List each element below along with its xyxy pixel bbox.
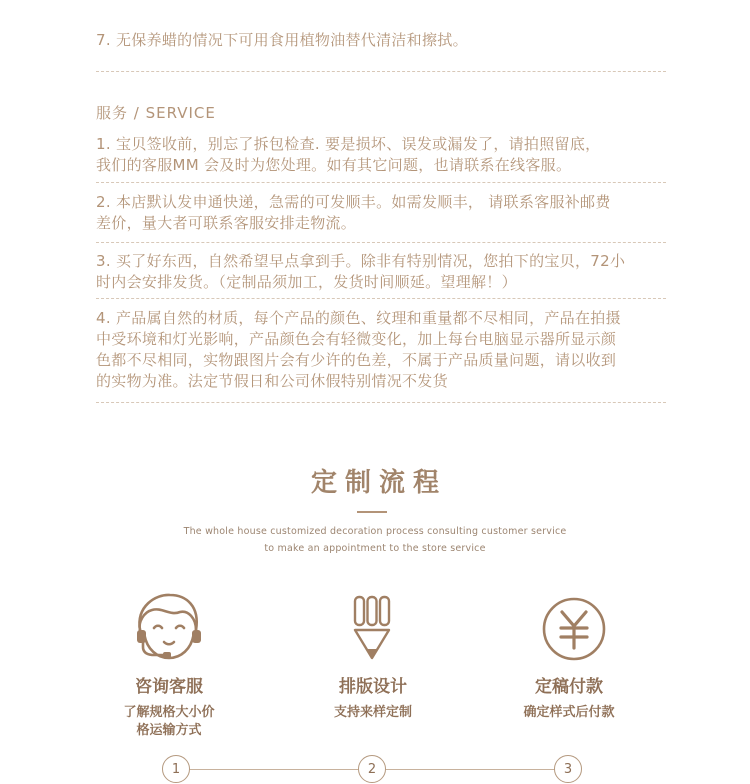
step-2 (275, 672, 471, 722)
step-3 (471, 672, 667, 722)
divider (96, 402, 666, 403)
service-item-3-line-2: 时内会安排发货。（定制品须加工，发货时间顺延。望理解！） (96, 273, 517, 291)
step-3-title: 定稿付款 (535, 677, 603, 697)
divider (96, 71, 666, 72)
step-number-2: 2 (358, 755, 386, 783)
divider (96, 298, 666, 299)
step-number-1: 1 (162, 755, 190, 783)
step-2-title: 排版设计 (339, 677, 407, 697)
title-underline (357, 511, 387, 513)
service-heading: 服务 / SERVICE (96, 104, 216, 122)
divider (96, 242, 666, 243)
step-1-desc-line-1: 了解规格大小价 (123, 705, 215, 720)
service-item-1-line-2: 我们的客服MM 会及时为您处理。如有其它问题，也请联系在线客服。 (96, 156, 572, 174)
step-2-desc-line-1: 支持来样定制 (333, 705, 412, 720)
care-item-7: 7. 无保养蜡的情况下可用食用植物油替代清洁和擦拭。 (96, 31, 468, 49)
step-1-desc-line-2: 格运输方式 (136, 723, 202, 738)
service-item-2-line-2: 差价，量大者可联系客服安排走物流。 (96, 214, 357, 232)
service-item-4-line-3: 色都不尽相同，实物跟图片会有少许的色差，不属于产品质量问题，请以收到 (96, 351, 617, 369)
process-title: 定制流程 (310, 468, 447, 498)
service-item-4-line-2: 中受环境和灯光影响，产品颜色会有轻微变化，加上每台电脑显示器所显示颜 (96, 330, 617, 348)
service-item-1 (96, 134, 600, 176)
process-subtitle-line-2: to make an appointment to the store service (264, 543, 486, 554)
step-1-title: 咨询客服 (135, 677, 203, 697)
yuan-payment-icon (541, 596, 607, 662)
service-item-2-line-1: 2. 本店默认发申通快递，急需的可发顺丰。如需发顺丰， 请联系客服补邮费 (96, 193, 611, 211)
service-item-3 (96, 251, 625, 293)
divider (96, 182, 666, 183)
step-1 (71, 672, 267, 740)
service-item-4-line-1: 4. 产品属自然的材质，每个产品的颜色、纹理和重量都不尽相同，产品在拍摄 (96, 309, 621, 327)
service-item-4 (96, 308, 621, 392)
service-item-3-line-1: 3. 买了好东西，自然希望早点拿到手。除非有特别情况，您拍下的宝贝，72小 (96, 252, 626, 270)
service-item-4-line-4: 的实物为准。法定节假日和公司休假特别情况不发货 (96, 372, 448, 390)
process-subtitle-line-1: The whole house customized decoration process consulting customer service (183, 526, 567, 537)
step-number-3: 3 (554, 755, 582, 783)
service-item-2 (96, 192, 611, 234)
step-3-desc-line-1: 确定样式后付款 (523, 705, 615, 720)
customer-service-icon (134, 592, 204, 664)
service-item-1-line-1: 1. 宝贝签收前，别忘了拆包检查. 要是损坏、误发或漏发了，请拍照留底， (96, 135, 601, 153)
pencil-design-icon (352, 594, 392, 662)
